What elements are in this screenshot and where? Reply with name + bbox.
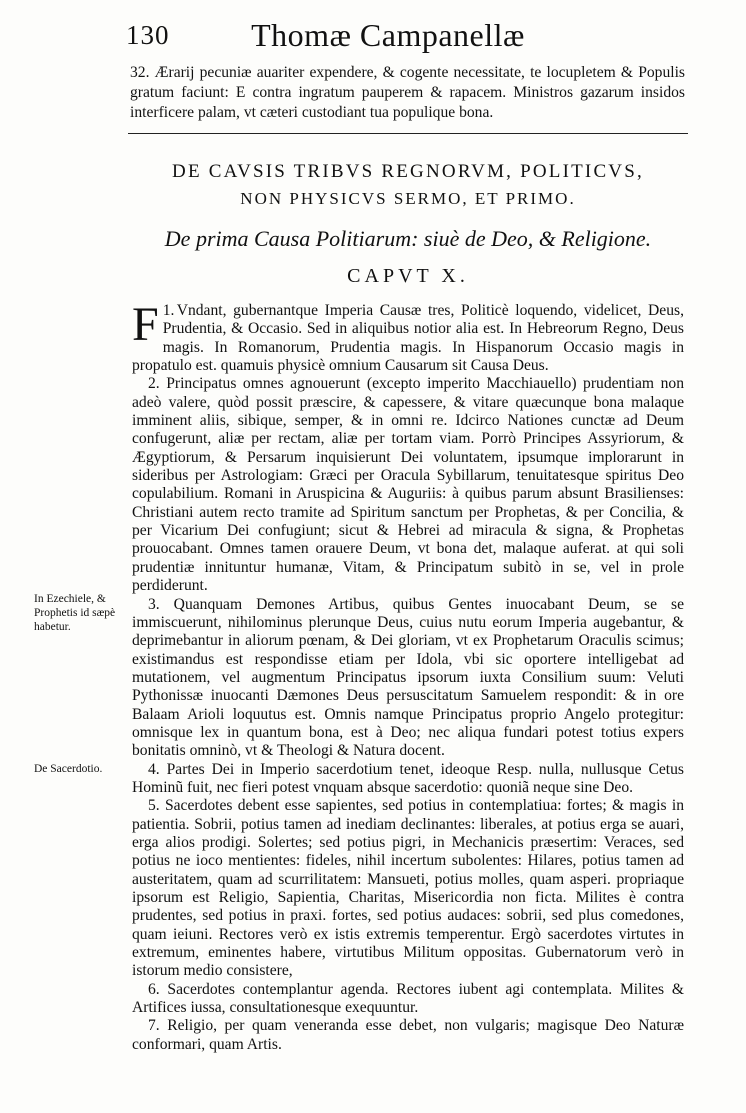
paragraph-2: 2. Principatus omnes agnouerunt (excepto imperito Macchiauello) prudentiam non adeò valere, quòd possit præscire, & capessere, & vitare quæcunque bona malaque imminent aliis, sibique, semper, & in omni re. Idcirco Nationes cunctæ ad Deum confugerunt, aliæ per rectam, aliæ per tortam viam. Porrò Principes Assyriorum, & Ægyptiorum, & Persarum inquisierunt Dei voluntatem, ipsumque implorarunt in sideribus per Astrologiam: Græci per Oracula Sybillarum, tenuitatesque spiritus Deo copulabilium. Romani in Aruspicina & Auguriis: à quibus parum absunt Brasilienses: Christiani autem recto tramite ad Spiritum sanctum per Prophetas, & per Concilia, & per Vicarium Dei confugiunt; sicut & Hebrei ad miracula & signa, & Prophetas prouocabant. Omnes tamen orauere Deum, vt bona det, malaque auferat. at qui soli prudentiæ innituntur humanæ, Vitam, & Principatum subitò in se, vel in prole perdiderunt. <box>132 375 684 595</box>
paragraph-1 <box>132 298 684 375</box>
paragraph-7: 7. Religio, per quam veneranda esse debet, non vulgaris; magisque Deo Naturæ conformari, quam Artis. <box>132 1017 684 1053</box>
section-title-line2: NON PHYSICVS SERMO, ET PRIMO. <box>240 189 576 208</box>
paragraph-1-text: Vndant, gubernantque Imperia Causæ tres, Politicè loquendo, videlicet, Deus, Prudentia, & Occasio. Sed in aliquibus notior alia est. In Hebreorum Regno, Deus magis. In Romanorum, Prudentia magis. In Hispanorum Occasio magis in propatulo est. quamuis physicè omnium Causarum sit Causa Deus. <box>132 302 684 375</box>
margin-note-sacerdotio: De Sacerdotio. <box>34 763 103 775</box>
paragraph-6: 6. Sacerdotes contemplantur agenda. Rectores iubent agi contemplata. Milites & Artifices iussa, consultationesque exequuntur. <box>132 980 684 1017</box>
drop-cap: F <box>132 298 159 351</box>
page-number: 130 <box>126 20 170 50</box>
chapter-body <box>132 298 684 1054</box>
running-head: Thomæ Campanellæ <box>251 17 525 53</box>
section-title-line1: DE CAVSIS TRIBVS REGNORVM, POLITICVS, <box>172 161 644 182</box>
paragraph-1-number: 1. <box>162 302 175 319</box>
previous-paragraph: 32. Ærarij pecuniæ auariter expendere, & cogente necessitate, te locupletem & Populis gratum faciunt: E contra ingratum pauperem & rapacem. Ministros gazarum insidos interficere palam, vt cæteri custodiant tua populique bona. <box>130 64 685 121</box>
section-subtitle: De prima Causa Politiarum: siuè de Deo, & Religione. <box>164 226 652 251</box>
paragraph-3: 3. Quanquam Demones Artibus, quibus Gentes inuocabant Deum, se se immiscuerunt, nihilominus plerunque Deus, cuius nutu eorum Imperia augebantur, & deprimebantur in aliorum pœnam, & Dei gloriam, vt ex Prophetarum Oraculis scimus; existimandus est respondisse etiam per Idola, vbi sic oportere intelligebat ad mutationem, vel augmentum Principatus ipsorum iuxta Consilium suum: Veluti Pythonissæ inuocanti Dæmones Deus persuscitatum Samuelem respondit: & in ore Balaam Arioli loquutus est. Omnis namque Principatus proprio Angelo protegitur: omnisque lex in quantum bona, est à Deo; nec aliqua fundari potest totius expers bonitatis omninò, vt & Theologi & Natura docent. <box>132 595 684 760</box>
paragraph-4: 4. Partes Dei in Imperio sacerdotium tenet, ideoque Resp. nulla, nullusque Cetus Hominũ fuit, nec fieri potest vnquam absque sacerdotio: quoniã neque sine Deo. <box>132 760 684 796</box>
margin-note-ezechiel: In Ezechiele, & Prophetis id sæpè habetur. <box>34 593 116 633</box>
section-title <box>128 158 688 212</box>
chapter-heading: CAPVT X. <box>347 265 469 287</box>
section-divider <box>128 133 688 134</box>
paragraph-5: 5. Sacerdotes debent esse sapientes, sed potius in contemplatiua: fortes; & magis in patientia. Sobrii, potius tamen ad inediam declinantes: liberales, at potius erga se auari, erga alios prodigi. Solertes; sed potius pigri, in Mechanicis præsertim: Veraces, sed potius ne ioco mentientes: fideles, nihil incertum subolentes: Hilares, potius tamen ad austeritatem, quam ad scurrilitatem: Mansueti, potius molles, quam asperi. propriaque ipsorum est Religio, Sapientia, Charitas, Misericordia non ficta. Milites è contra prudentes, sed potius in praxi. fortes, sed potius audaces: sobrii, sed plus comedones, quam ieiuni. Rectores verò ex istis extremis temperentur. Ergò sacerdotes virtutes in extremum, eminentes habere, virtutibus Militum oppositas. Gubernatorum verò in istorum medio consistere, <box>132 797 684 980</box>
